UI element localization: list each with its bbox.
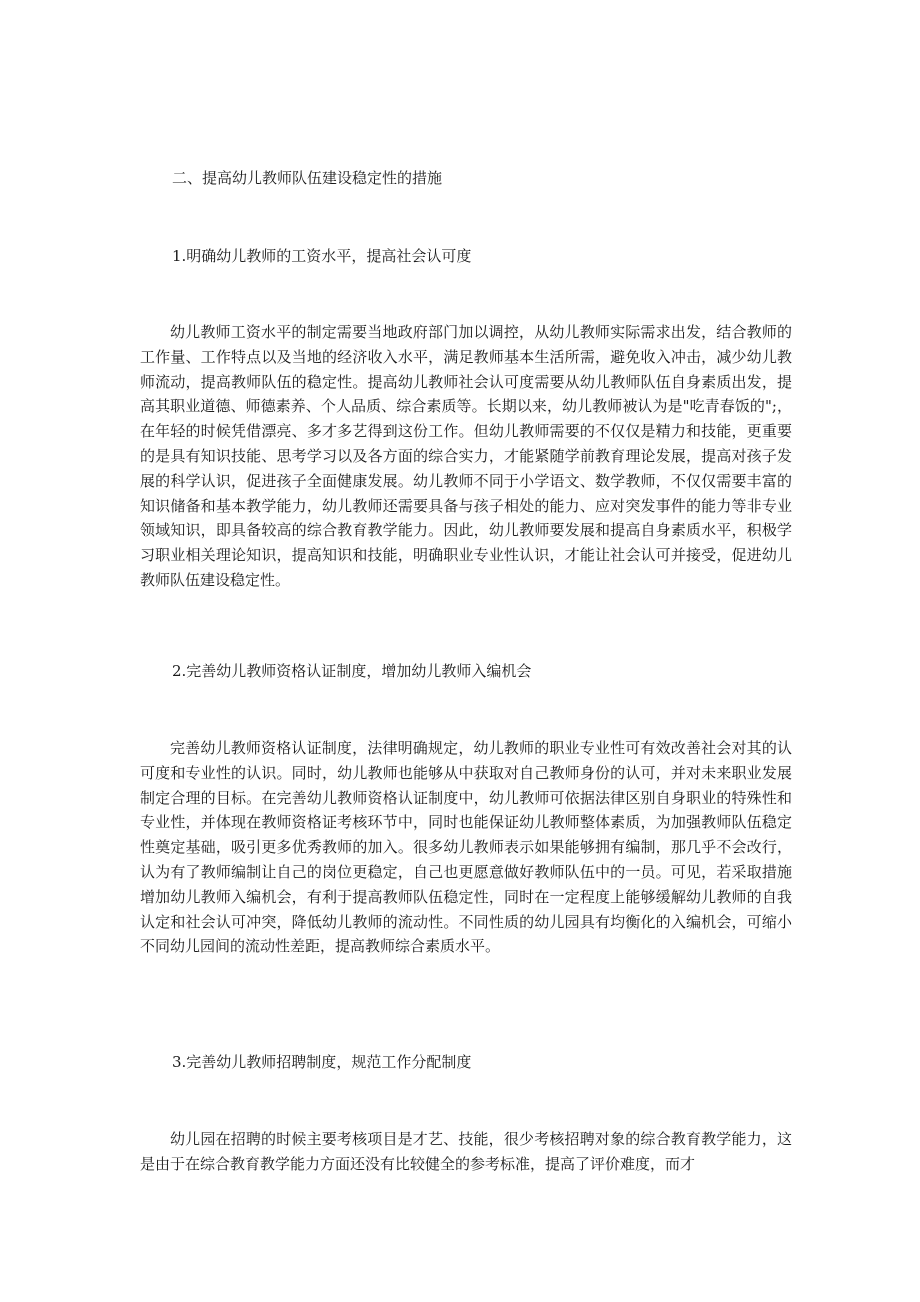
section-title: 二、提高幼儿教师队伍建设稳定性的措施 <box>172 169 443 187</box>
subsection-paragraph-3: 幼儿园在招聘的时候主要考核项目是才艺、技能，很少考核招聘对象的综合教育教学能力，这是由于在综合教育教学能力方面还没有比较健全的参考标准，提高了评价难度，而才 <box>140 1130 792 1173</box>
subsection-heading-3: 3.完善幼儿教师招聘制度，规范工作分配制度 <box>172 1053 472 1071</box>
subsection-paragraph-1: 幼儿教师工资水平的制定需要当地政府部门加以调控，从幼儿教师实际需求出发，结合教师的工作量、工作特点以及当地的经济收入水平，满足教师基本生活所需，避免收入冲击，减少幼儿教师流动，提高教师队伍的稳定性。提高幼儿教师社会认可度需要从幼儿教师队伍自身素质出发，提高其职业道德、师德素养、个人品质、综合素质等。长期以来，幼儿教师被认为是"吃青春饭的";，在年轻的时候凭借漂亮、多才多艺得到这份工作。但幼儿教师需要的不仅仅是精力和技能，更重要的是具有知识技能、思考学习以及各方面的综合实力，才能紧随学前教育理论发展，提高对孩子发展的科学认识，促进孩子全面健康发展。幼儿教师不同于小学语文、数学教师，不仅仅需要丰富的知识储备和基本教学能力，幼儿教师还需要具备与孩子相处的能力、应对突发事件的能力等非专业领域知识，即具备较高的综合教育教学能力。因此，幼儿教师要发展和提高自身素质水平，积极学习职业相关理论知识，提高知识和技能，明确职业专业性认识，才能让社会认可并接受，促进幼儿教师队伍建设稳定性。 <box>140 323 792 589</box>
subsection-heading-2: 2.完善幼儿教师资格认证制度，增加幼儿教师入编机会 <box>172 662 532 680</box>
subsection-heading-1: 1.明确幼儿教师的工资水平，提高社会认可度 <box>172 247 472 265</box>
subsection-paragraph-2: 完善幼儿教师资格认证制度，法律明确规定，幼儿教师的职业专业性可有效改善社会对其的认可度和专业性的认识。同时，幼儿教师也能够从中获取对自己教师身份的认可，并对未来职业发展制定合理的目标。在完善幼儿教师资格认证制度中，幼儿教师可依据法律区别自身职业的特殊性和专业性，并体现在教师资格证考核环节中，同时也能保证幼儿教师整体素质，为加强教师队伍稳定性奠定基础，吸引更多优秀教师的加入。很多幼儿教师表示如果能够拥有编制，那几乎不会改行，认为有了教师编制让自己的岗位更稳定，自己也更愿意做好教师队伍中的一员。可见，若采取措施增加幼儿教师入编机会，有利于提高教师队伍稳定性，同时在一定程度上能够缓解幼儿教师的自我认定和社会认可冲突，降低幼儿教师的流动性。不同性质的幼儿园具有均衡化的入编机会，可缩小不同幼儿园间的流动性差距，提高教师综合素质水平。 <box>140 739 792 956</box>
